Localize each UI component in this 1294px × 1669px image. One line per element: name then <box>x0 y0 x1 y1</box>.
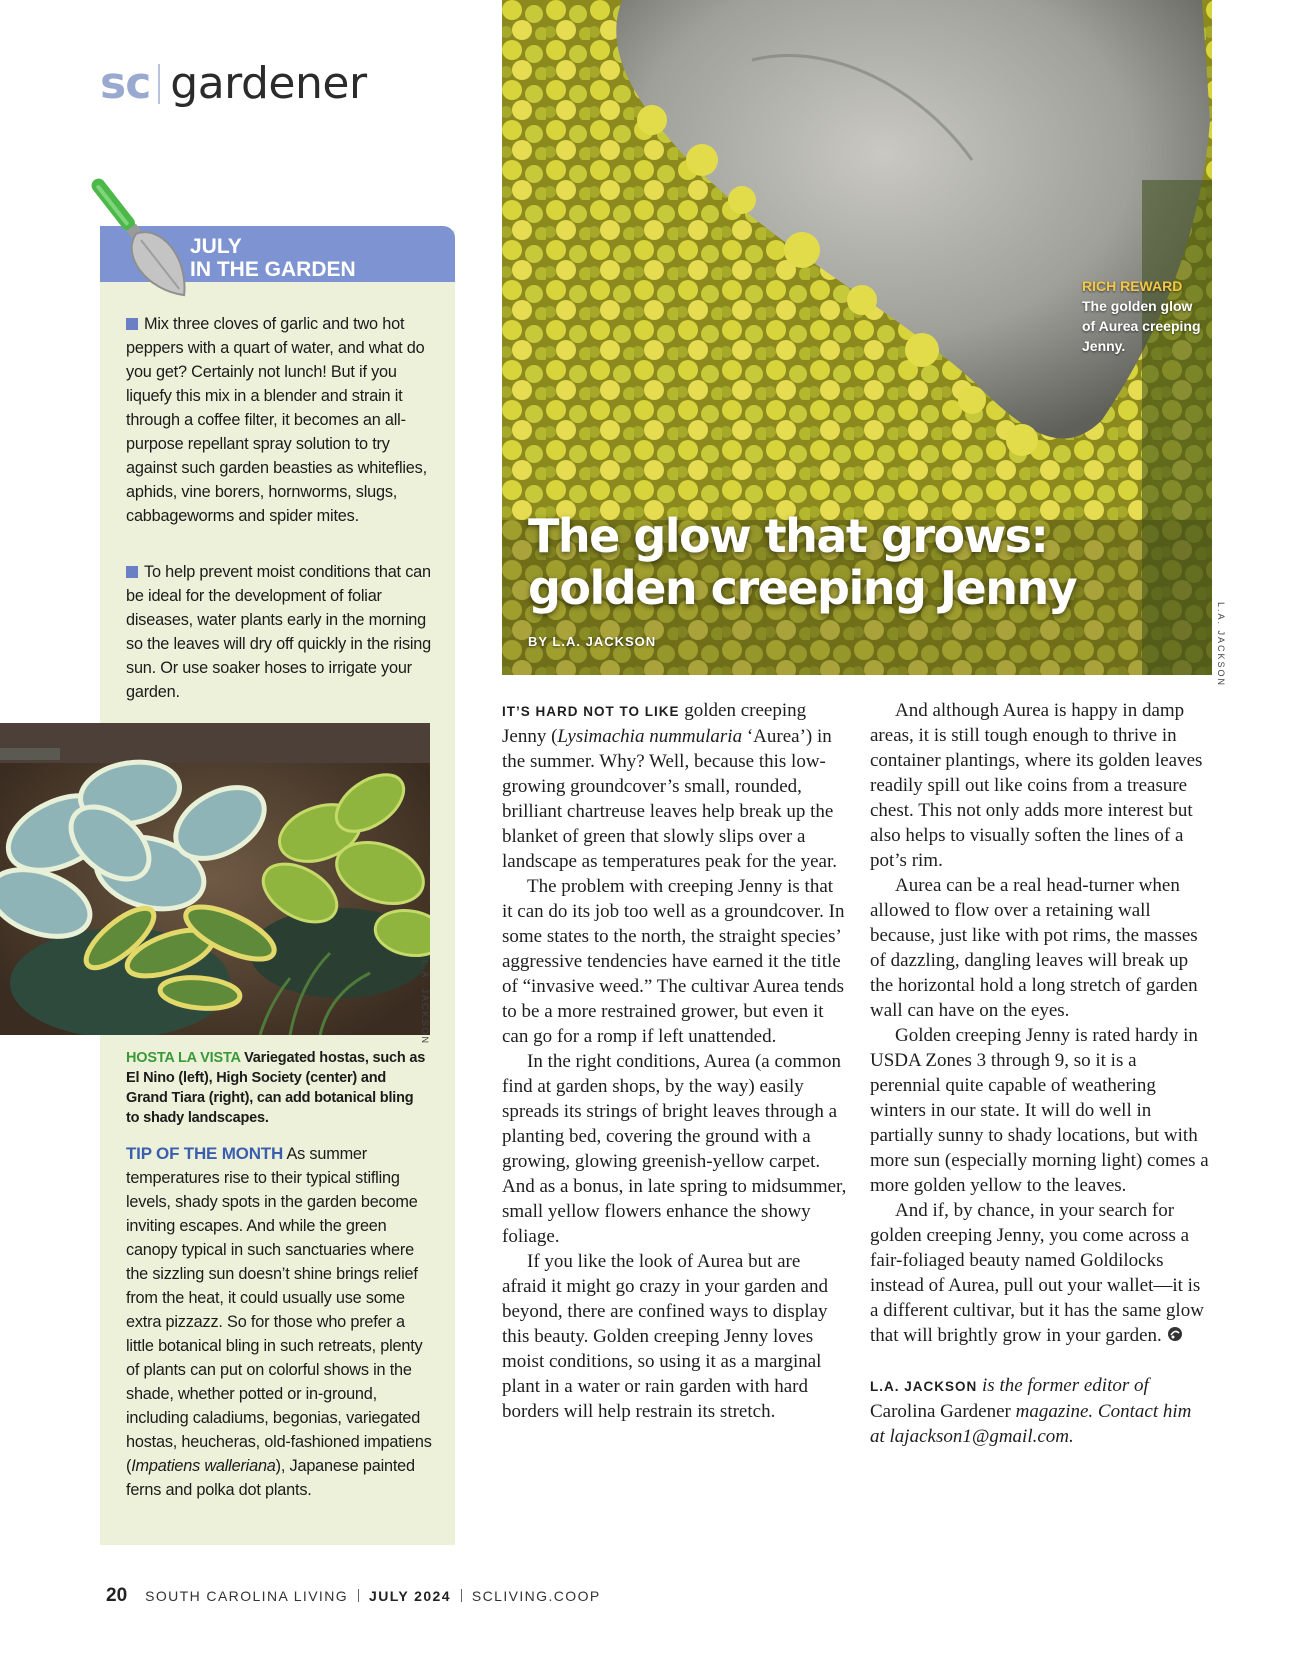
headline-line1: The glow that grows: <box>528 509 1048 563</box>
p1-text-b: ‘Aurea’) in the summer. Why? Well, because this low-growing groundcover’s small, rounded, brilliant chartreuse leaves help break up the blanket of green that slowly slips over a landscape as temperatures peak for the year. <box>502 726 837 872</box>
garden-tip-2 <box>126 560 436 704</box>
section-masthead <box>100 58 367 109</box>
hosta-caption-text: Variegated hostas, such as El Nino (left), High Society (center) and Grand Tiara (right), can add botanical bling to shady landscapes. <box>126 1050 426 1126</box>
hosta-photo-credit: L.A. JACKSON <box>420 960 430 1046</box>
bullet-square-icon <box>126 566 138 578</box>
bio-name: L.A. JACKSON <box>870 1379 978 1394</box>
sidebar-title-line2: IN THE GARDEN <box>190 258 356 281</box>
article-column-2 <box>870 698 1210 1449</box>
footer-separator <box>461 1589 462 1602</box>
tip-of-the-month <box>126 1142 436 1502</box>
tip-of-month-text-b: ), Japanese painted ferns and polka dot plants. <box>126 1457 415 1499</box>
hosta-photo <box>0 723 430 1035</box>
p8-text: And if, by chance, in your search for golden creeping Jenny, you come across a fair-foliaged beauty named Goldilocks instead of Aurea, pull out your wallet—it is a different cultivar, but it has the same glow that will brightly grow in your garden. <box>870 1200 1204 1346</box>
bullet-square-icon <box>126 318 138 330</box>
section-prefix: sc <box>100 58 151 109</box>
page-number: 20 <box>106 1585 128 1606</box>
footer-publication: SOUTH CAROLINA LIVING <box>145 1588 349 1604</box>
bio-text-b: magazine. Contact him at lajackson1@gmail.com. <box>870 1401 1192 1447</box>
article-headline <box>528 510 1208 614</box>
section-name: gardener <box>170 58 367 109</box>
hosta-caption-lead: HOSTA LA VISTA <box>126 1050 241 1066</box>
article-byline: BY L.A. JACKSON <box>528 634 657 649</box>
tip-of-month-italic: Impatiens walleriana <box>131 1457 276 1475</box>
bio-magazine: Carolina Gardener <box>870 1401 1011 1422</box>
hero-photo-caption <box>1082 276 1202 356</box>
p1-italic: Lysimachia nummularia <box>557 726 743 747</box>
footer-website: SCLIVING.COOP <box>471 1588 601 1604</box>
article-paragraph-2: The problem with creeping Jenny is that it can do its job too well as a groundcover. In some states to the north, the straight species’ aggressive tendencies have earned it the title of “invasive weed.” The cultivar Aurea tends to be a more restrained grower, but even it can go for a romp if left unattended. <box>502 876 845 1047</box>
masthead-divider <box>158 64 160 104</box>
hero-caption-text: The golden glow of Aurea creeping Jenny. <box>1082 298 1201 354</box>
garden-tip-1-text: Mix three cloves of garlic and two hot peppers with a quart of water, and what do you get? Certainly not lunch! But if you liquefy this mix in a blender and strain it through a coffee filter, it becomes an all-purpose repellant spray solution to try against such garden beasties as whiteflies, aphids, vine borers, hornworms, slugs, cabbageworms and spider mites. <box>126 315 427 525</box>
sidebar-title <box>190 235 356 281</box>
hero-caption-lead: RICH REWARD <box>1082 278 1183 294</box>
article-paragraph-4: If you like the look of Aurea but are afraid it might go crazy in your garden and beyond, there are confined ways to display this beauty. Golden creeping Jenny loves moist conditions, so using it as a marginal plant in a water or rain garden with hard borders will help restrain its stretch. <box>502 1251 829 1422</box>
tip-of-month-text-a: As summer temperatures rise to their typical stifling levels, shady spots in the garden become inviting escapes. And while the green canopy typical in such sanctuaries where the sizzling sun doesn’t shine brings relief from the heat, it could usually use some extra pizzazz. So for those who prefer a little botanical bling in such retreats, plenty of plants can put on colorful shows in the shade, whether potted or in-ground, including caladiums, begonias, variegated hostas, heucheras, old-fashioned impatiens ( <box>126 1145 432 1475</box>
tip-of-month-lead: TIP OF THE MONTH <box>126 1144 284 1163</box>
article-paragraph-7: Golden creeping Jenny is rated hardy in USDA Zones 3 through 9, so it is a perennial quite capable of weathering winters in our state. It will do well in partially sunny to shady locations, but with more sun (especially morning light) comes a more golden yellow to the leaves. <box>870 1025 1209 1196</box>
author-bio <box>870 1373 1210 1449</box>
footer-separator <box>358 1589 359 1602</box>
article-lead-in: IT’S HARD NOT TO LIKE <box>502 704 680 719</box>
hosta-photo-caption <box>126 1048 426 1128</box>
p1-text-a: golden creeping Jenny ( <box>502 700 807 747</box>
article-paragraph-6: Aurea can be a real head-turner when allowed to flow over a retaining wall because, just like with pot rims, the masses of dazzling, dangling leaves will break up the horizontal hold a long stretch of garden wall can have on the eyes. <box>870 875 1198 1021</box>
article-paragraph-8 <box>870 1198 1210 1348</box>
article-column-1 <box>502 698 847 1424</box>
footer-issue: JULY 2024 <box>369 1588 451 1604</box>
end-mark-icon <box>1167 1326 1183 1342</box>
sidebar-title-line1: JULY <box>190 235 242 258</box>
article-paragraph-5: And although Aurea is happy in damp areas, it is still tough enough to thrive in container plantings, where its golden leaves readily spill out like coins from a treasure chest. This not only adds more interest but also helps to visually soften the lines of a pot’s rim. <box>870 700 1203 871</box>
article-paragraph-3: In the right conditions, Aurea (a common find at garden shops, by the way) easily spreads its strings of bright leaves through a planting bed, covering the ground with a growing, glowing greenish-yellow carpet. And as a bonus, in late spring to midsummer, small yellow flowers enhance the showy foliage. <box>502 1051 847 1247</box>
trowel-icon <box>86 170 196 310</box>
page-footer <box>106 1585 601 1607</box>
hero-photo-credit: L.A. JACKSON <box>1216 602 1226 688</box>
garden-tip-1 <box>126 312 436 528</box>
article-paragraph-1 <box>502 698 847 874</box>
bio-text-a: is the former editor of <box>977 1375 1149 1396</box>
headline-line2: golden creeping Jenny <box>528 561 1077 615</box>
garden-tip-2-text: To help prevent moist conditions that can be ideal for the development of foliar diseases, water plants early in the morning so the leaves will dry off quickly in the rising sun. Or use soaker hoses to irrigate your garden. <box>126 563 432 701</box>
